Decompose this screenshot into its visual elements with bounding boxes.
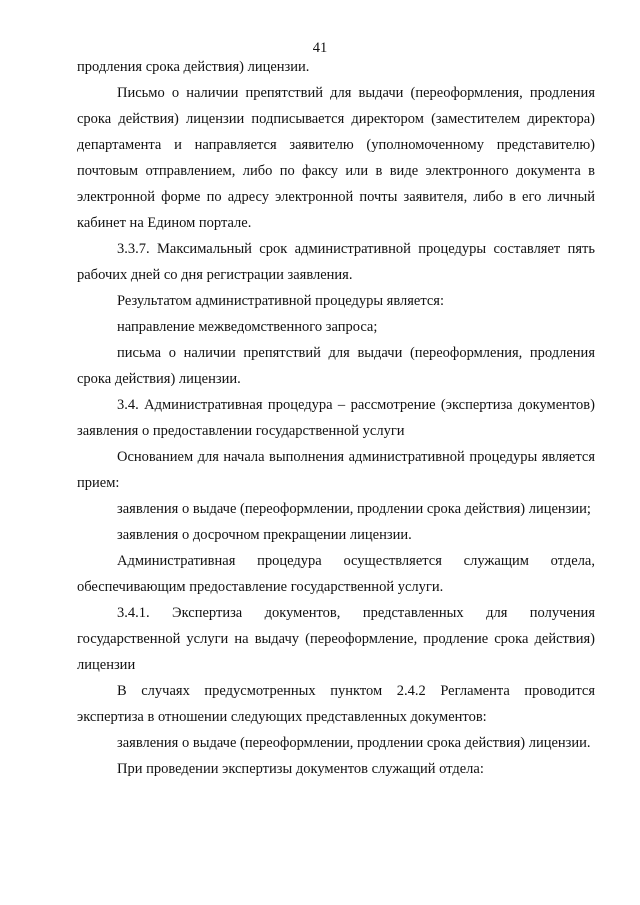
paragraph: 3.3.7. Максимальный срок административной процедуры составляет пять рабочих дней со дня регистрации заявления.: [77, 241, 595, 283]
paragraph: Результатом административной процедуры является:: [117, 293, 445, 309]
paragraph: направление межведомственного запроса;: [117, 319, 378, 335]
paragraph: письма о наличии препятствий для выдачи (переоформления, продления срока действия) лицензии.: [77, 345, 595, 387]
paragraph: заявления о выдаче (переоформлении, продлении срока действия) лицензии;: [117, 501, 591, 517]
paragraph: заявления о досрочном прекращении лицензии.: [117, 527, 412, 543]
page-number: 41: [312, 40, 328, 56]
paragraph: В случаях предусмотренных пунктом 2.4.2 Регламента проводится экспертиза в отношении следующих представленных документов:: [77, 683, 595, 725]
paragraph: заявления о выдаче (переоформлении, продлении срока действия) лицензии.: [117, 735, 591, 751]
paragraph: 3.4.1. Экспертиза документов, представленных для получения государственной услуги на выдачу (переоформление, продление срока действия) лицензии: [77, 605, 595, 673]
paragraph: Административная процедура осуществляется служащим отдела, обеспечивающим предоставление государственной услуги.: [77, 553, 595, 595]
document-body: [77, 54, 595, 782]
paragraph: Письмо о наличии препятствий для выдачи (переоформления, продления срока действия) лицензии подписывается директором (заместителем директора) департамента и направляется заявителю (уполномоченному представителю) почтовым отправлением, либо по факсу или в виде электронного документа в электронной форме по адресу электронной почты заявителя, либо в его личный кабинет на Едином портале.: [77, 85, 595, 231]
paragraph: При проведении экспертизы документов служащий отдела:: [117, 761, 484, 777]
paragraph: 3.4. Административная процедура – рассмотрение (экспертиза документов) заявления о предоставлении государственной услуги: [77, 397, 595, 439]
paragraph: продления срока действия) лицензии.: [77, 59, 310, 75]
paragraph: Основанием для начала выполнения административной процедуры является прием:: [77, 449, 595, 491]
